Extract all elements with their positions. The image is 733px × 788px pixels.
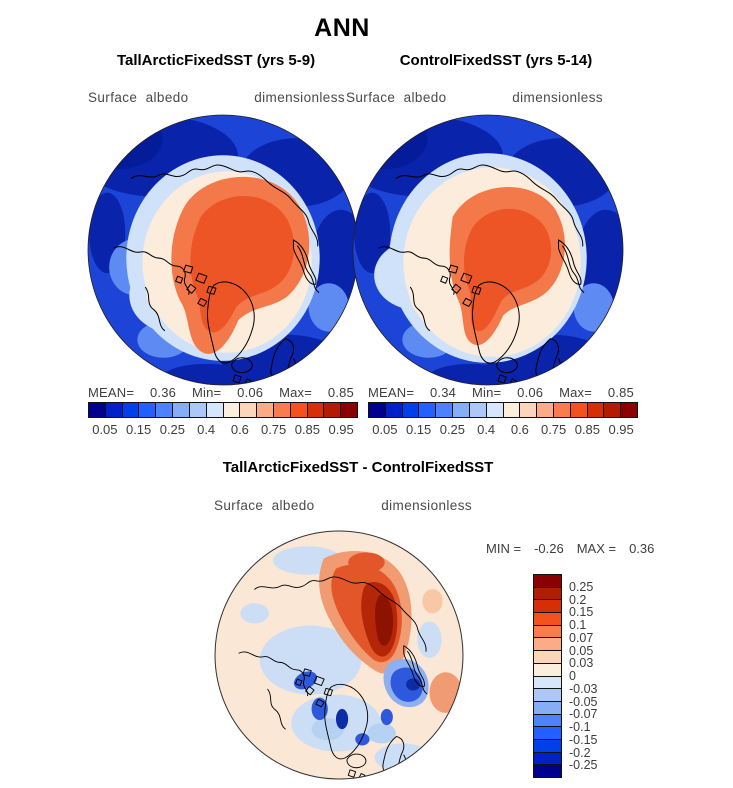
colorbar-segment <box>534 677 561 690</box>
colorbar-segment <box>436 403 453 417</box>
colorbar-segment <box>571 403 588 417</box>
min-label: Min= <box>191 385 222 400</box>
colorbar-segment <box>123 403 140 417</box>
colorbar-segment <box>190 403 207 417</box>
max-value: 0.36 <box>629 541 655 556</box>
colorbar-segment <box>534 727 561 740</box>
colorbar-segment <box>534 626 561 639</box>
tick-label: 0.05 <box>92 422 118 437</box>
min-label: MIN = <box>486 541 522 556</box>
mean-value: 0.36 <box>150 385 177 400</box>
tick-label: 0.15 <box>125 422 152 437</box>
colorbar-segment <box>537 403 554 417</box>
map-diff <box>214 530 464 780</box>
colorbar-segment <box>419 403 436 417</box>
tick-label: 0.15 <box>405 422 432 437</box>
colorbar-segment <box>534 702 561 715</box>
tick-label: -0.07 <box>569 707 598 722</box>
mean-label: MEAN= <box>88 385 135 400</box>
min-value: -0.26 <box>534 541 564 556</box>
field-label: Surface albedo <box>214 498 315 513</box>
colorbar-tallarctic <box>88 402 358 418</box>
colorbar-segment <box>291 403 308 417</box>
field-label: Surface albedo <box>346 90 447 105</box>
colorbar-segment <box>173 403 190 417</box>
colorbar-segment <box>274 403 291 417</box>
tick-label: 0.25 <box>569 579 594 594</box>
tick-label: 0.25 <box>439 422 466 437</box>
colorbar-segment <box>534 638 561 651</box>
colorbar-segment <box>534 753 561 766</box>
colorbar-segment <box>534 600 561 613</box>
max-value: 0.85 <box>327 385 354 400</box>
mean-label: MEAN= <box>368 385 415 400</box>
max-label: MAX = <box>576 541 617 556</box>
colorbar-segment <box>453 403 470 417</box>
map-tallarctic <box>87 114 359 386</box>
colorbar-segment <box>621 403 637 417</box>
tick-label: 0.4 <box>197 422 216 437</box>
units-row-diff <box>214 498 472 513</box>
panel-title-control: ControlFixedSST (yrs 5-14) <box>399 52 593 69</box>
colorbar-segment <box>534 664 561 677</box>
diff-stats-row <box>486 541 654 556</box>
colorbar-segment <box>224 403 241 417</box>
colorbar-segment <box>534 613 561 626</box>
tick-label: -0.03 <box>569 681 598 696</box>
colorbar-ticks-control <box>368 422 638 438</box>
min-value: 0.06 <box>517 385 544 400</box>
stats-row-tallarctic <box>88 385 354 400</box>
max-label: Max= <box>279 385 313 400</box>
tick-label: 0.07 <box>569 630 594 645</box>
colorbar-segment <box>341 403 357 417</box>
colorbar-segment <box>534 715 561 728</box>
tick-label: 0 <box>569 669 576 683</box>
tick-label: 0.03 <box>569 656 594 671</box>
colorbar-segment <box>308 403 325 417</box>
colorbar-segment <box>604 403 621 417</box>
figure-title: ANN <box>314 14 370 42</box>
colorbar-segment <box>106 403 123 417</box>
tick-label: 0.1 <box>569 618 587 632</box>
colorbar-segment <box>534 765 561 777</box>
colorbar-segment <box>156 403 173 417</box>
units-label: dimensionless <box>512 90 603 105</box>
units-label: dimensionless <box>381 498 472 513</box>
tick-label: 0.95 <box>328 422 354 437</box>
tick-label: 0.05 <box>372 422 398 437</box>
tick-label: 0.6 <box>510 422 529 437</box>
min-value: 0.06 <box>237 385 264 400</box>
field-label: Surface albedo <box>88 90 189 105</box>
colorbar-segment <box>240 403 257 417</box>
colorbar-control <box>368 402 638 418</box>
mean-value: 0.34 <box>430 385 457 400</box>
colorbar-segment <box>520 403 537 417</box>
colorbar-segment <box>534 689 561 702</box>
tick-label: -0.15 <box>569 732 598 747</box>
units-row-tallarctic <box>88 90 345 105</box>
colorbar-segment <box>534 575 561 588</box>
units-row-control <box>346 90 603 105</box>
tick-label: 0.85 <box>574 422 601 437</box>
max-label: Max= <box>559 385 593 400</box>
tick-label: 0.6 <box>230 422 249 437</box>
colorbar-segment <box>470 403 487 417</box>
colorbar-segment <box>487 403 504 417</box>
colorbar-segment <box>534 651 561 664</box>
colorbar-segment <box>403 403 420 417</box>
panel-title-tallarctic: TallArcticFixedSST (yrs 5-9) <box>116 52 316 69</box>
tick-label: 0.95 <box>608 422 634 437</box>
colorbar-segment <box>257 403 274 417</box>
tick-label: -0.25 <box>569 758 598 773</box>
tick-label: 0.75 <box>260 422 287 437</box>
tick-label: 0.25 <box>159 422 186 437</box>
colorbar-diff <box>533 574 562 778</box>
diff-title: TallArcticFixedSST - ControlFixedSST <box>222 459 494 476</box>
colorbar-segment <box>504 403 521 417</box>
tick-label: -0.05 <box>569 694 598 709</box>
colorbar-segment <box>369 403 386 417</box>
tick-label: -0.1 <box>569 720 591 734</box>
tick-label: 0.2 <box>569 592 587 607</box>
min-label: Min= <box>471 385 502 400</box>
colorbar-segment <box>554 403 571 417</box>
colorbar-ticks-tallarctic <box>88 422 358 438</box>
map-control <box>352 114 624 386</box>
tick-label: 0.75 <box>540 422 567 437</box>
colorbar-segment <box>89 403 106 417</box>
colorbar-ticks-diff <box>569 574 614 778</box>
max-value: 0.85 <box>607 385 634 400</box>
colorbar-segment <box>386 403 403 417</box>
colorbar-segment <box>588 403 605 417</box>
colorbar-segment <box>534 740 561 753</box>
units-label: dimensionless <box>254 90 345 105</box>
colorbar-segment <box>207 403 224 417</box>
tick-label: 0.15 <box>569 605 594 620</box>
stats-row-control <box>368 385 634 400</box>
colorbar-segment <box>324 403 341 417</box>
tick-label: 0.05 <box>569 643 594 658</box>
colorbar-segment <box>139 403 156 417</box>
tick-label: 0.85 <box>294 422 321 437</box>
tick-label: 0.4 <box>477 422 496 437</box>
tick-label: -0.2 <box>569 745 591 760</box>
colorbar-segment <box>534 588 561 601</box>
